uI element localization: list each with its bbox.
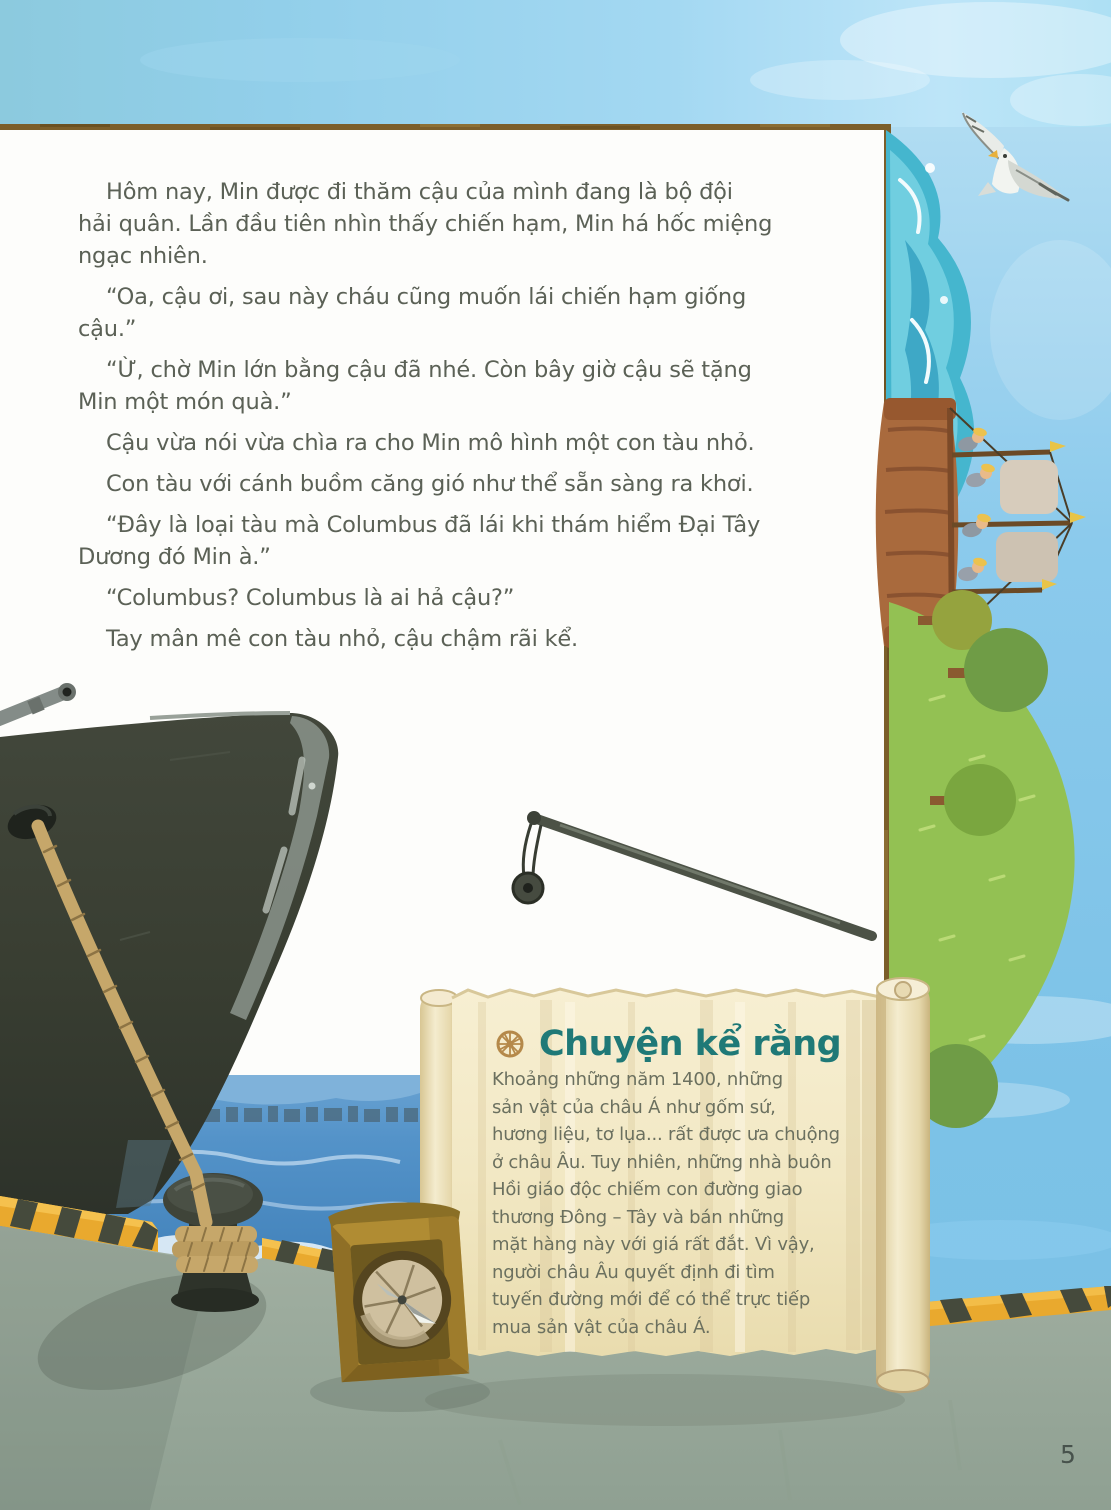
story-paragraph — [78, 176, 868, 272]
scroll-line: mua sản vật của châu Á. — [492, 1316, 711, 1338]
scroll-note-title — [494, 1022, 841, 1066]
story-paragraph — [78, 427, 868, 459]
story-paragraph — [78, 623, 868, 655]
scroll-line: Khoảng những năm 1400, những — [492, 1069, 783, 1090]
story-line: “Oa, cậu ơi, sau này cháu cũng muốn lái chiến hạm giống — [106, 284, 747, 310]
ship-wheel-icon — [494, 1028, 526, 1060]
scroll-line: ở châu Âu. Tuy nhiên, những nhà buôn — [492, 1151, 832, 1173]
story-line: hải quân. Lần đầu tiên nhìn thấy chiến hạm, Min há hốc miệng — [78, 211, 773, 237]
story-paragraph — [78, 468, 868, 500]
story-line: “Đây là loại tàu mà Columbus đã lái khi thám hiểm Đại Tây — [106, 512, 761, 538]
story-paragraph — [78, 509, 868, 573]
story-line: “Columbus? Columbus là ai hả cậu?” — [106, 585, 515, 611]
scroll-note-text — [492, 1066, 884, 1341]
story-line: “Ừ, chờ Min lớn bằng cậu đã nhé. Còn bây giờ cậu sẽ tặng — [106, 357, 752, 383]
rope-coils — [172, 1226, 259, 1273]
page-number: 5 — [1060, 1440, 1076, 1469]
story-paragraph — [78, 582, 868, 614]
story-line: cậu.” — [78, 316, 137, 342]
story-line: Con tàu với cánh buồm căng gió như thể sẵn sàng ra khơi. — [106, 471, 754, 497]
story-line: Tay mân mê con tàu nhỏ, cậu chậm rãi kể. — [106, 626, 578, 652]
naval-gun-barrel — [0, 683, 76, 721]
compass-box — [328, 1198, 472, 1382]
story-line: Dương đó Min à.” — [78, 544, 271, 570]
scroll-line: mặt hàng này với giá rất đắt. Vì vậy, — [492, 1234, 815, 1255]
scroll-line: sản vật của châu Á như gốm sứ, — [492, 1096, 776, 1118]
story-line: ngạc nhiên. — [78, 243, 208, 269]
sky-band — [0, 0, 1111, 127]
story-paragraph — [78, 354, 868, 418]
scroll-line: hương liệu, tơ lụa... rất được ưa chuộng — [492, 1124, 840, 1145]
story-line: Hôm nay, Min được đi thăm cậu của mình đang là bộ đội — [106, 179, 733, 205]
scroll-line: Hồi giáo độc chiếm con đường giao — [492, 1179, 803, 1200]
scroll-line: thương Đông – Tây và bán những — [492, 1206, 785, 1228]
story-paragraph — [78, 281, 868, 345]
scroll-line: người châu Âu quyết định đi tìm — [492, 1261, 775, 1283]
scroll-note-heading: Chuyện kể rằng — [539, 1024, 842, 1064]
scroll-line: tuyến đường mới để có thể trực tiếp — [492, 1289, 811, 1310]
story-line: Min một món quà.” — [78, 389, 292, 415]
story-line: Cậu vừa nói vừa chìa ra cho Min mô hình một con tàu nhỏ. — [106, 430, 755, 456]
davit-crane — [513, 811, 872, 936]
story-text — [78, 176, 868, 655]
